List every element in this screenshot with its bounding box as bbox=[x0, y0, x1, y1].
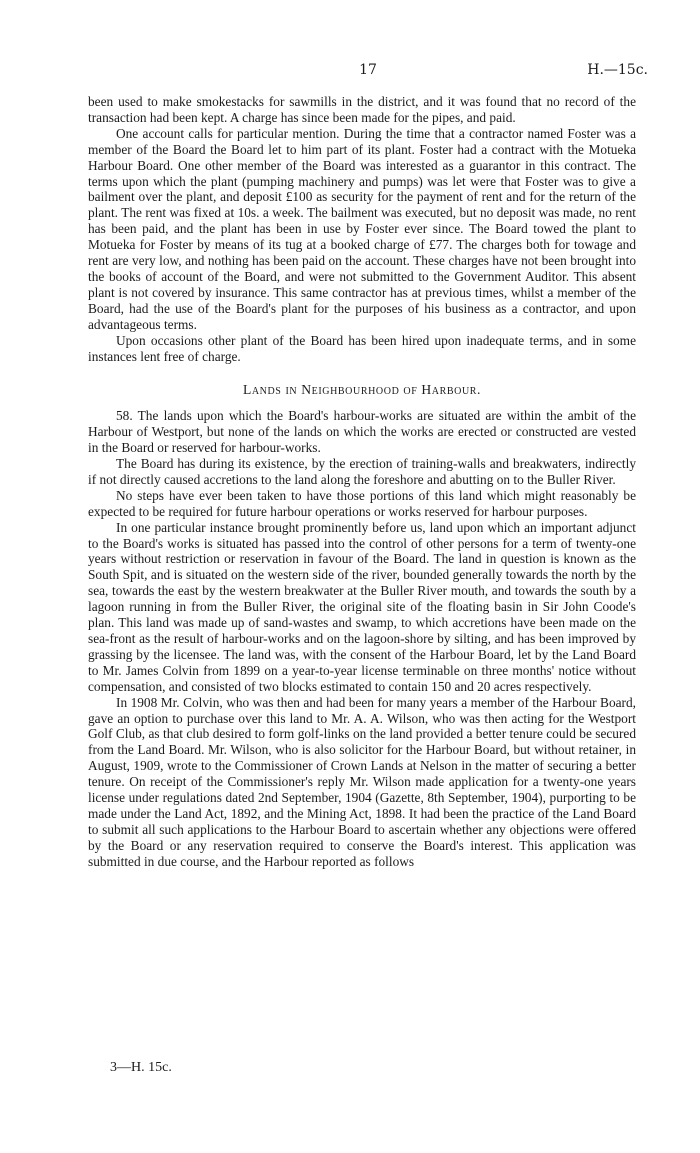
signature-mark: 3—H. 15c. bbox=[110, 1060, 172, 1075]
paragraph: The Board has during its existence, by the erection of training-walls and breakwaters, indirectly if not directly caused accretions to the land along the foreshore and abutting on to the Buller River. bbox=[88, 456, 636, 487]
paragraph: One account calls for particular mention. During the time that a contractor named Foster was a member of the Board the Board let to him part of its plant. Foster had a contract with the Motueka Harbour Board. One other member of the Board was interested as a guarantor in this contract. The terms upon which the plant (pumping machinery and pumps) was let were that Foster was to give a bailment over the plant, and deposit £100 as security for the payment of rent and for the return of the plant. The rent was fixed at 10s. a week. The bailment was executed, but no deposit was made, no rent has been paid, and the plant has been in use by Foster ever since. The Board towed the plant to Motueka for Foster by means of its tug at a booked charge of £77. The charges both for towage and rent are very low, and nothing has been paid on the account. These charges have not been brought into the books of account of the Board, and were not submitted to the Government Auditor. This absent plant is not covered by insurance. This same contractor has at previous times, whilst a member of the Board, had the use of the Board's plant for the purposes of his business as a contractor, and upon advantageous terms. bbox=[88, 125, 636, 332]
section-heading: Lands in Neighbourhood of Harbour. bbox=[242, 382, 482, 398]
page-number: 17 bbox=[359, 62, 377, 78]
page-header bbox=[88, 62, 648, 80]
series-reference: H.—15c. bbox=[587, 62, 648, 78]
paragraph: been used to make smokestacks for sawmills in the district, and it was found that no record of the transaction had been kept. A charge has since been made for the pipes, and paid. bbox=[88, 94, 636, 125]
paragraph: No steps have ever been taken to have those portions of this land which might reasonably be expected to be required for future harbour operations or works reserved for harbour purposes. bbox=[88, 487, 636, 519]
paragraph: In 1908 Mr. Colvin, who was then and had been for many years a member of the Harbour Board, gave an option to purchase over this land to Mr. A. A. Wilson, who was then acting for the Westport Golf Club, as that club desired to form golf-links on the land provided a better tenure could be secured from the Land Board. Mr. Wilson, who is also solicitor for the Harbour Board, but without retainer, in August, 1909, wrote to the Commissioner of Crown Lands at Nelson in the matter of securing a better tenure. On receipt of the Commissioner's reply Mr. Wilson made application for a twenty-one years license under regulations dated 2nd September, 1904 (Gazette, 8th September, 1904), purporting to be made under the Land Act, 1892, and the Mining Act, 1898. It had been the practice of the Land Board to submit all such applications to the Harbour Board to ascertain whether any objections were offered by the Board or any reservation required to conserve the Board's interest. This application was submitted in due course, and the Harbour reported as follows bbox=[88, 694, 636, 869]
paragraph: Upon occasions other plant of the Board has been hired upon inadequate terms, and in some instances lent free of charge. bbox=[88, 332, 636, 364]
paragraph: 58. The lands upon which the Board's harbour-works are situated are within the ambit of the Harbour of Westport, but none of the lands on which the works are erected or constructed are vested in the Board or reserved for harbour-works. bbox=[88, 408, 636, 456]
body-text bbox=[88, 94, 636, 870]
paragraph: In one particular instance brought prominently before us, land upon which an important adjunct to the Board's works is situated has passed into the control of other persons for a term of twenty-one years without restriction or reservation in favour of the Board. The land in question is known as the South Spit, and is situated on the western side of the river, bounded generally towards the north by the sea, towards the east by the western breakwater at the Buller River mouth, and towards the south by a lagoon running in from the Buller River, the original site of the floating basin in Sir John Coode's plan. This land was made up of sand-wastes and swamp, to which accretions have been made on the sea-front as the result of harbour-works and on the lagoon-shore by silting, and has been improved by grassing by the licensee. The land was, with the consent of the Harbour Board, let by the Land Board to Mr. James Colvin from 1899 on a year-to-year license terminable on three months' notice without compensation, and consisted of two blocks estimated to contain 150 and 20 acres respectively. bbox=[88, 519, 636, 694]
